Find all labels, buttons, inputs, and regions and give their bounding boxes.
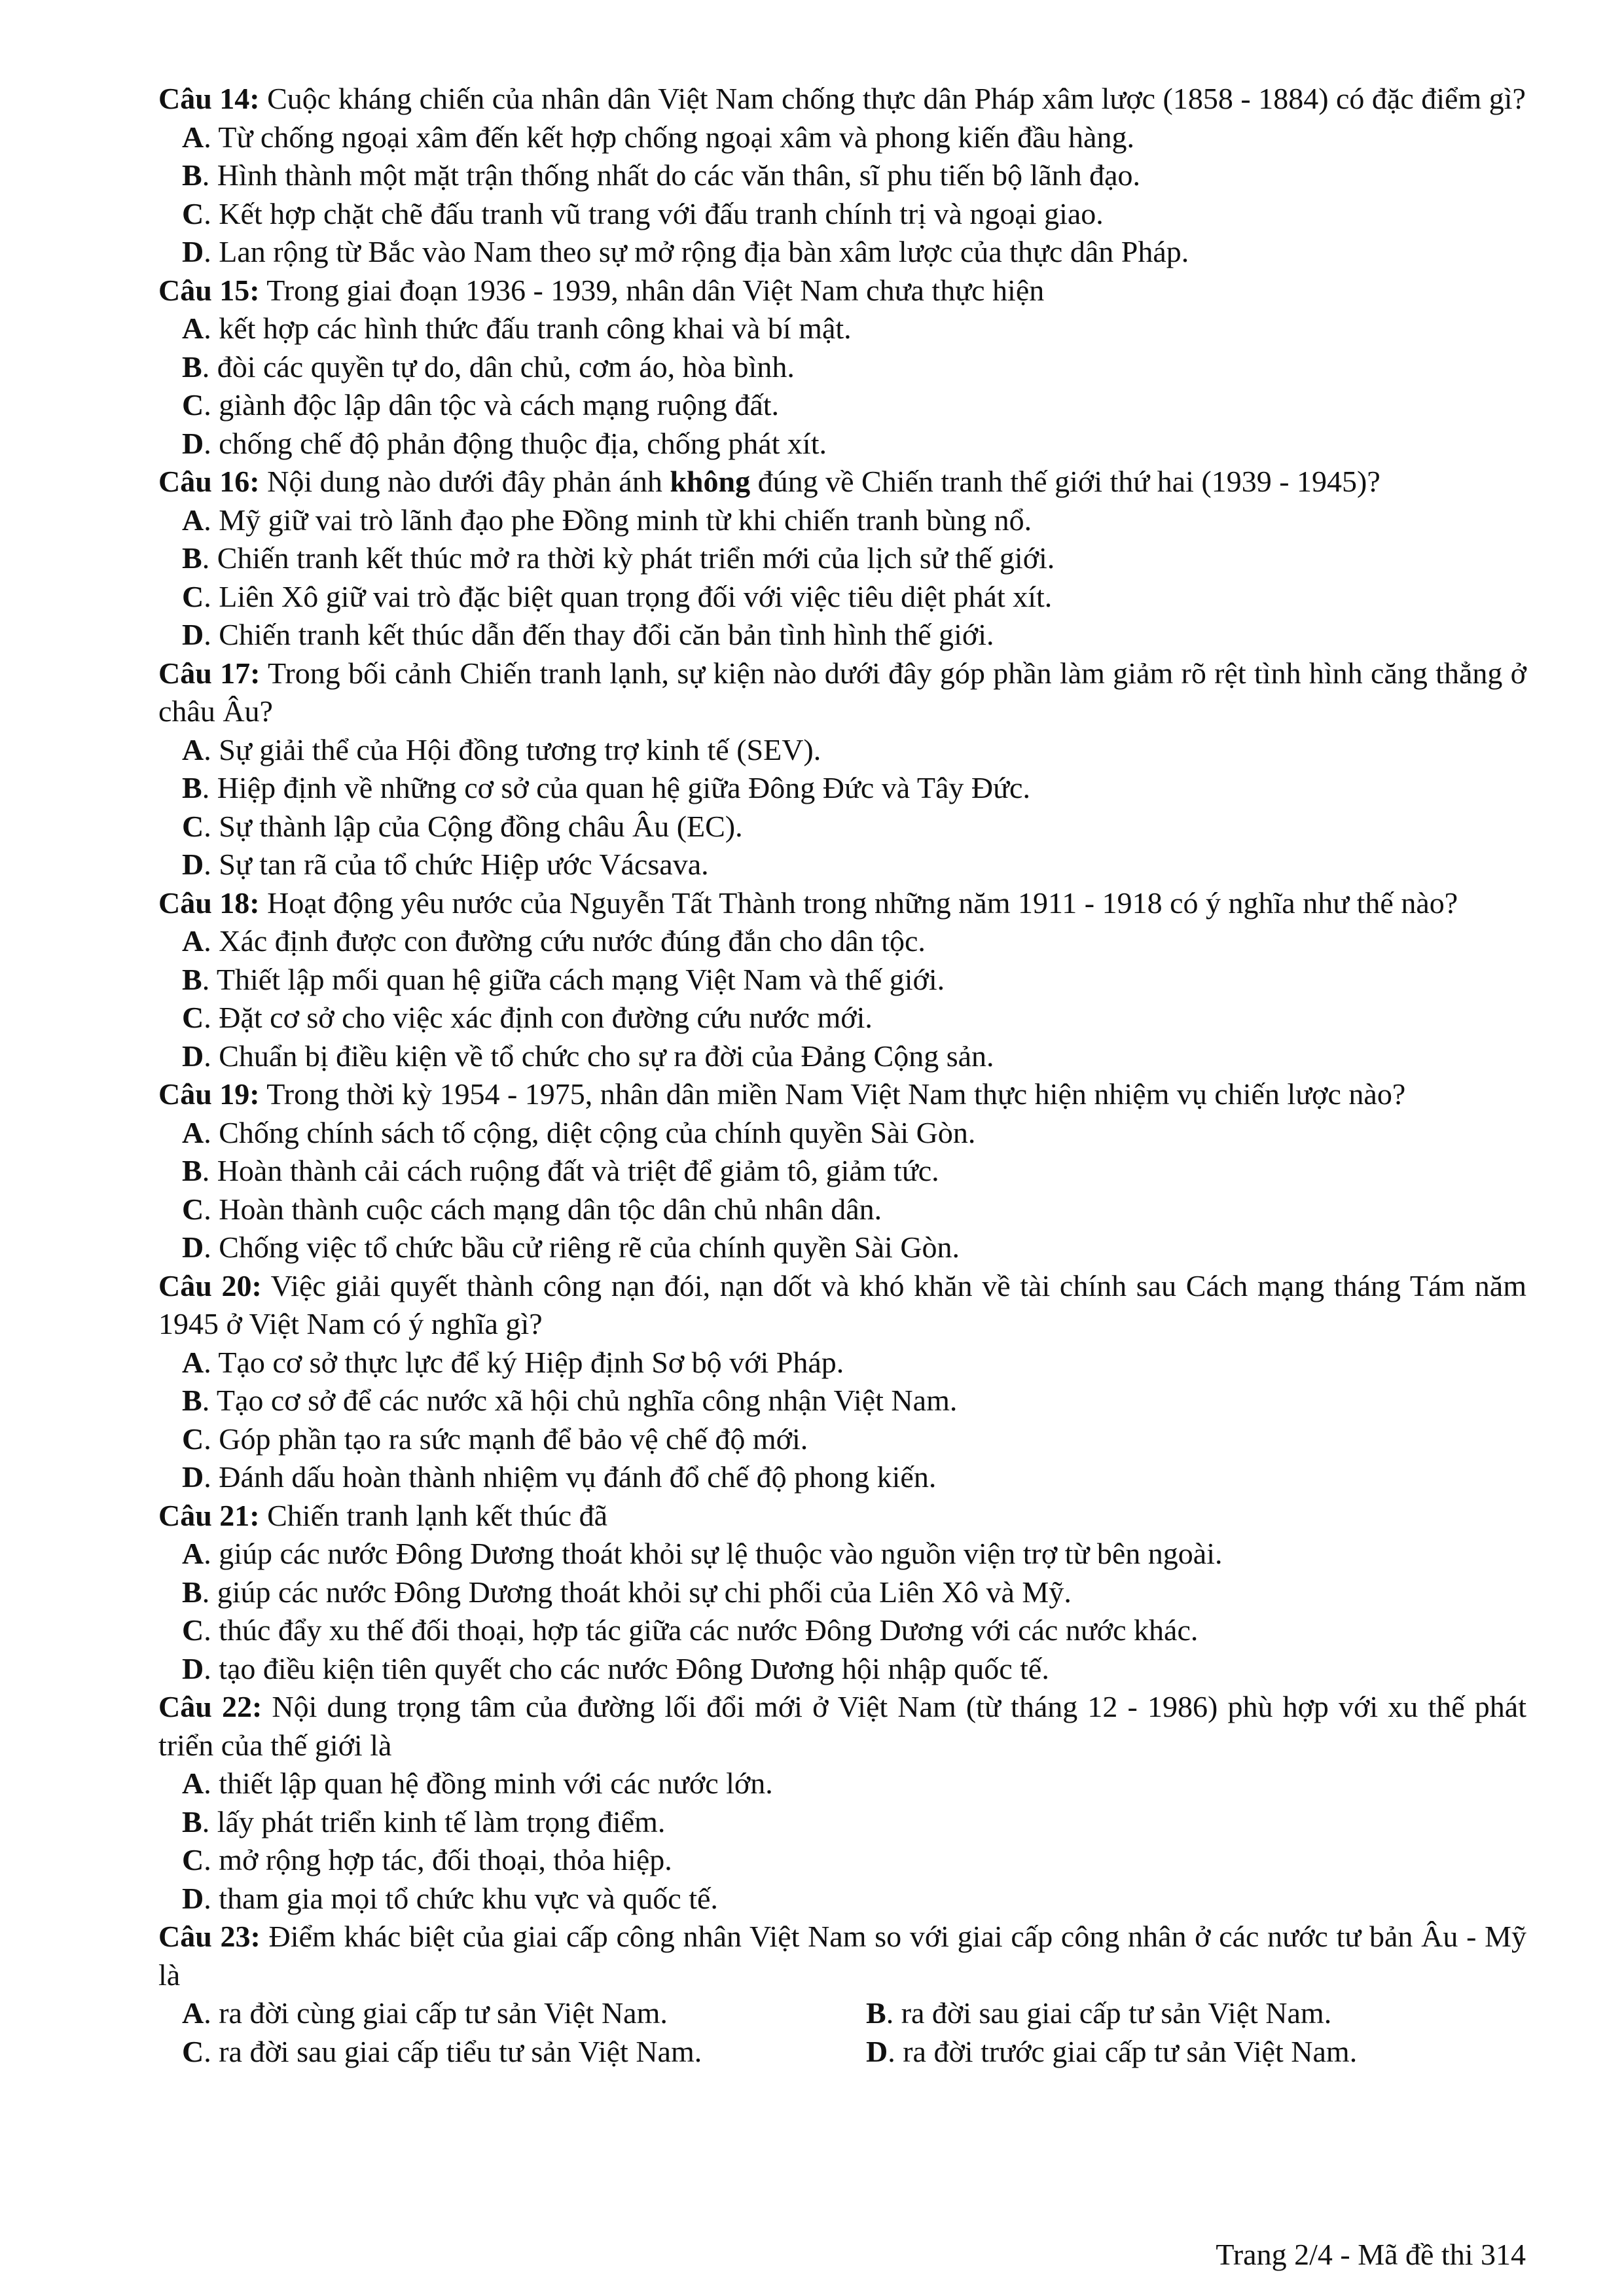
option-text: . Đánh dấu hoàn thành nhiệm vụ đánh đổ chế độ phong kiến. [204, 1460, 937, 1494]
option-letter: A [182, 1996, 204, 2030]
option-letter: D [866, 2034, 888, 2068]
question-block [158, 1918, 1526, 2071]
option-text: . Chiến tranh kết thúc mở ra thời kỳ phát triển mới của lịch sử thế giới. [202, 541, 1055, 575]
option-letter: C [182, 1192, 204, 1226]
option-text: . Sự tan rã của tổ chức Hiệp ước Vácsava. [204, 848, 709, 881]
answer-option [158, 1420, 1526, 1459]
option-text: . Chống việc tổ chức bầu cử riêng rẽ của chính quyền Sài Gòn. [204, 1230, 960, 1264]
option-text: . lấy phát triển kinh tế làm trọng điểm. [202, 1804, 666, 1839]
answer-option [842, 2033, 1526, 2072]
question-text: Trong thời kỳ 1954 - 1975, nhân dân miền Nam Việt Nam thực hiện nhiệm vụ chiến lược nào? [259, 1077, 1406, 1111]
option-letter: D [182, 426, 204, 460]
option-text: . Lan rộng từ Bắc vào Nam theo sự mở rộng địa bàn xâm lược của thực dân Pháp. [204, 235, 1189, 268]
option-text: . Hoàn thành cuộc cách mạng dân tộc dân chủ nhân dân. [204, 1192, 882, 1226]
question-block [158, 80, 1526, 272]
option-letter: B [182, 962, 202, 996]
option-letter: D [182, 1460, 204, 1494]
option-letter: B [182, 158, 202, 192]
option-text: . giúp các nước Đông Dương thoát khỏi sự chi phối của Liên Xô và Mỹ. [202, 1575, 1072, 1609]
answer-option [158, 1152, 1526, 1191]
question-stem [158, 1267, 1526, 1344]
option-letter: A [182, 503, 204, 537]
answer-option [158, 1841, 1526, 1880]
answer-option [158, 233, 1526, 272]
question-block [158, 1688, 1526, 1918]
question-block [158, 463, 1526, 655]
option-letter: C [182, 1422, 204, 1456]
question-block [158, 1267, 1526, 1497]
option-text: . Sự thành lập của Cộng đồng châu Âu (EC). [204, 809, 743, 843]
option-text: . Góp phần tạo ra sức mạnh để bảo vệ chế độ mới. [204, 1422, 808, 1456]
question-block [158, 655, 1526, 884]
option-letter: B [182, 350, 202, 384]
option-text: . Mỹ giữ vai trò lãnh đạo phe Đồng minh từ khi chiến tranh bùng nổ. [204, 503, 1032, 537]
answer-option [158, 1037, 1526, 1076]
question-block [158, 272, 1526, 463]
question-text: Nội dung nào dưới đây phản ánh [259, 465, 670, 498]
question-stem [158, 1918, 1526, 1994]
option-text: . Kết hợp chặt chẽ đấu tranh vũ trang với đấu tranh chính trị và ngoại giao. [204, 196, 1104, 230]
option-letter: C [182, 388, 204, 422]
option-letter: A [182, 924, 204, 958]
option-letter: B [182, 1575, 202, 1609]
question-number: Câu 19: [158, 1077, 260, 1111]
question-text: Việc giải quyết thành công nạn đói, nạn dốt và khó khăn về tài chính sau Cách mạng tháng Tám năm 1945 ở Việt Nam có ý nghĩa gì? [158, 1268, 1526, 1340]
option-letter: A [182, 1115, 204, 1149]
page-footer: Trang 2/4 - Mã đề thi 314 [1216, 2238, 1526, 2271]
answer-option [158, 1573, 1526, 1612]
question-number: Câu 16: [158, 465, 260, 498]
option-letter: A [182, 732, 204, 766]
option-text: . Tạo cơ sở để các nước xã hội chủ nghĩa công nhận Việt Nam. [202, 1384, 958, 1417]
answer-option [158, 808, 1526, 846]
option-letter: D [182, 1039, 204, 1073]
option-letter: B [182, 1384, 202, 1417]
answer-option [158, 386, 1526, 425]
question-stem [158, 1075, 1526, 1114]
option-text: . Thiết lập mối quan hệ giữa cách mạng Việt Nam và thế giới. [202, 962, 945, 996]
question-number: Câu 20: [158, 1268, 262, 1302]
answer-option [158, 1229, 1526, 1267]
question-stem [158, 1497, 1526, 1535]
option-text: . Chống chính sách tố cộng, diệt cộng của chính quyền Sài Gòn. [204, 1115, 976, 1149]
answer-option [158, 846, 1526, 884]
question-block [158, 1497, 1526, 1689]
question-stem [158, 80, 1526, 118]
option-text: . mở rộng hợp tác, đối thoại, thỏa hiệp. [204, 1843, 672, 1876]
answer-option [158, 195, 1526, 234]
option-text: . ra đời cùng giai cấp tư sản Việt Nam. [204, 1996, 668, 2030]
question-text: Trong giai đoạn 1936 - 1939, nhân dân Việt Nam chưa thực hiện [259, 273, 1045, 307]
option-letter: D [182, 618, 204, 651]
option-text: . tham gia mọi tổ chức khu vực và quốc tế. [204, 1881, 718, 1915]
option-letter: C [182, 2034, 204, 2068]
answer-option [158, 118, 1526, 157]
option-letter: A [182, 1767, 204, 1800]
option-letter: B [182, 1804, 202, 1839]
option-letter: C [182, 809, 204, 843]
answer-option [158, 1803, 1526, 1842]
answer-option [158, 1765, 1526, 1803]
question-text: Chiến tranh lạnh kết thúc đã [259, 1498, 608, 1532]
question-block [158, 1075, 1526, 1267]
option-letter: A [182, 1537, 204, 1570]
option-letter: D [182, 235, 204, 268]
option-row [158, 2033, 1526, 2072]
option-text: . kết hợp các hình thức đấu tranh công khai và bí mật. [204, 312, 852, 345]
answer-option [158, 156, 1526, 195]
option-row [158, 1994, 1526, 2033]
option-letter: A [182, 1345, 204, 1379]
answer-option [158, 1191, 1526, 1229]
option-text: . Đặt cơ sở cho việc xác định con đường cứu nước mới. [204, 1001, 873, 1034]
answer-option [158, 1458, 1526, 1497]
answer-option [158, 769, 1526, 808]
option-text: . thúc đẩy xu thế đối thoại, hợp tác giữa các nước Đông Dương với các nước khác. [204, 1613, 1199, 1647]
option-text: . thiết lập quan hệ đồng minh với các nước lớn. [204, 1767, 773, 1800]
question-text: Hoạt động yêu nước của Nguyễn Tất Thành trong những năm 1911 - 1918 có ý nghĩa như thế nào? [259, 886, 1458, 920]
option-text: . Liên Xô giữ vai trò đặc biệt quan trọng đối với việc tiêu diệt phát xít. [204, 579, 1053, 613]
answer-option [158, 539, 1526, 578]
option-text: . Hình thành một mặt trận thống nhất do các văn thân, sĩ phu tiến bộ lãnh đạo. [202, 158, 1141, 192]
option-letter: A [182, 120, 204, 154]
answer-option [158, 1611, 1526, 1650]
answer-option [158, 731, 1526, 770]
question-stem [158, 655, 1526, 731]
question-stem [158, 884, 1526, 923]
option-letter: C [182, 196, 204, 230]
question-text: Cuộc kháng chiến của nhân dân Việt Nam chống thực dân Pháp xâm lược (1858 - 1884) có đặc điểm gì? [259, 82, 1526, 115]
question-stem [158, 272, 1526, 310]
question-text-cont: đúng về Chiến tranh thế giới thứ hai (1939 - 1945)? [750, 465, 1380, 498]
answer-option [158, 1880, 1526, 1918]
question-text: Trong bối cảnh Chiến tranh lạnh, sự kiện nào dưới đây góp phần làm giảm rõ rệt tình hình căng thẳng ở châu Âu? [158, 656, 1527, 728]
question-number: Câu 14: [158, 82, 260, 115]
option-text: . Xác định được con đường cứu nước đúng đắn cho dân tộc. [204, 924, 926, 958]
option-letter: B [182, 1154, 202, 1187]
option-text: . Tạo cơ sở thực lực để ký Hiệp định Sơ bộ với Pháp. [204, 1345, 844, 1379]
answer-option [158, 425, 1526, 463]
answer-option [842, 1994, 1526, 2033]
option-letter: C [182, 579, 204, 613]
question-number: Câu 17: [158, 656, 261, 690]
question-number: Câu 15: [158, 273, 260, 307]
option-letter: D [182, 1230, 204, 1264]
answer-option [158, 1994, 842, 2033]
question-number: Câu 23: [158, 1920, 261, 1953]
answer-option [158, 961, 1526, 999]
option-letter: A [182, 312, 204, 345]
question-block [158, 884, 1526, 1076]
option-letter: B [182, 771, 202, 804]
question-number: Câu 21: [158, 1498, 260, 1532]
answer-option [158, 310, 1526, 348]
answer-option [158, 501, 1526, 540]
option-letter: C [182, 1613, 204, 1647]
option-letter: D [182, 848, 204, 881]
option-text: . Chiến tranh kết thúc dẫn đến thay đổi căn bản tình hình thế giới. [204, 618, 994, 651]
answer-option [158, 1382, 1526, 1420]
option-text: . ra đời sau giai cấp tiểu tư sản Việt Nam. [204, 2034, 702, 2068]
question-list [158, 80, 1526, 2071]
option-text: . tạo điều kiện tiên quyết cho các nước Đông Dương hội nhập quốc tế. [204, 1651, 1049, 1685]
option-letter: C [182, 1843, 204, 1876]
question-text: Nội dung trọng tâm của đường lối đổi mới ở Việt Nam (từ tháng 12 - 1986) phù hợp với xu thế phát triển của thế giới là [158, 1690, 1526, 1762]
question-number: Câu 18: [158, 886, 260, 920]
option-text: . chống chế độ phản động thuộc địa, chống phát xít. [204, 426, 827, 460]
option-text: . giành độc lập dân tộc và cách mạng ruộng đất. [204, 388, 780, 422]
question-emphasis: không [670, 465, 751, 498]
option-letter: D [182, 1881, 204, 1915]
option-text: . giúp các nước Đông Dương thoát khỏi sự lệ thuộc vào nguồn viện trợ từ bên ngoài. [204, 1537, 1223, 1570]
question-text: Điểm khác biệt của giai cấp công nhân Việt Nam so với giai cấp công nhân ở các nước tư bản Âu - Mỹ là [158, 1920, 1526, 1992]
question-stem [158, 463, 1526, 501]
answer-option [158, 1114, 1526, 1153]
answer-option [158, 1650, 1526, 1689]
option-letter: B [182, 541, 202, 575]
option-text: . Sự giải thể của Hội đồng tương trợ kinh tế (SEV). [204, 732, 821, 766]
answer-option [158, 2033, 842, 2072]
option-letter: C [182, 1001, 204, 1034]
answer-option [158, 616, 1526, 655]
option-text: . Hiệp định về những cơ sở của quan hệ giữa Đông Đức và Tây Đức. [202, 771, 1030, 804]
question-number: Câu 22: [158, 1690, 262, 1723]
answer-option [158, 922, 1526, 961]
option-text: . ra đời sau giai cấp tư sản Việt Nam. [886, 1996, 1332, 2030]
option-letter: B [866, 1996, 886, 2030]
option-text: . Chuẩn bị điều kiện về tổ chức cho sự ra đời của Đảng Cộng sản. [204, 1039, 994, 1073]
option-text: . Từ chống ngoại xâm đến kết hợp chống ngoại xâm và phong kiến đầu hàng. [204, 120, 1134, 154]
answer-option [158, 578, 1526, 617]
answer-option [158, 1535, 1526, 1573]
answer-option [158, 348, 1526, 387]
option-letter: D [182, 1651, 204, 1685]
option-text: . đòi các quyền tự do, dân chủ, cơm áo, hòa bình. [202, 350, 795, 384]
answer-option [158, 999, 1526, 1037]
answer-option [158, 1344, 1526, 1382]
option-text: . ra đời trước giai cấp tư sản Việt Nam. [888, 2034, 1358, 2068]
question-stem [158, 1688, 1526, 1765]
option-text: . Hoàn thành cải cách ruộng đất và triệt để giảm tô, giảm tức. [202, 1154, 939, 1187]
